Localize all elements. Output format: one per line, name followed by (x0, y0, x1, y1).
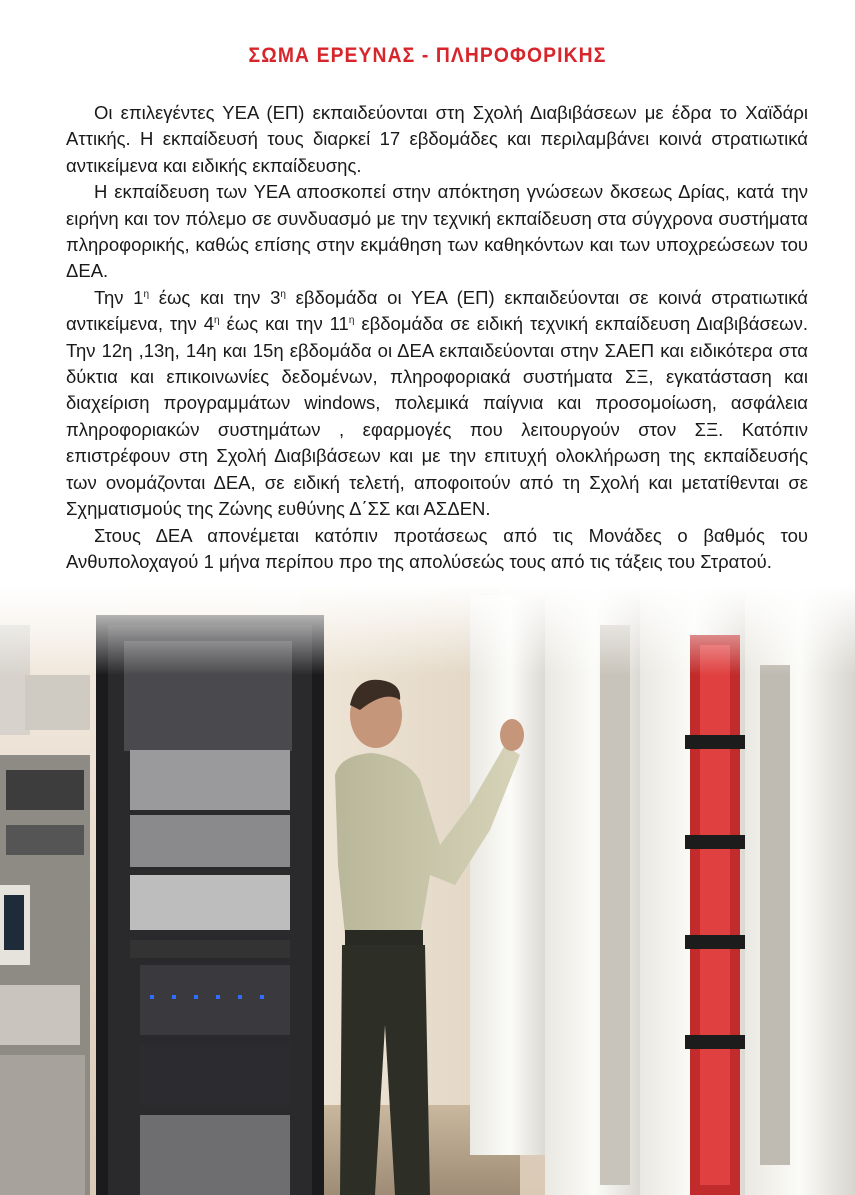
p3-text-c: εβδομάδα οι ΥΕΑ (ΕΠ) εκπαιδεύονται σε κοινά στρατιωτικά αντικείμενα, την 4 (66, 286, 808, 335)
paragraph-1: Οι επιλεγέντες ΥΕΑ (ΕΠ) εκπαιδεύονται στη Σχολή Διαβιβάσεων με έδρα το Χαϊδάρι Αττικής. Η εκπαίδευσή τους διαρκεί 17 εβδομάδες και περιλαμβάνει κοινά στρατιωτικά αντικείμενα και ειδικής εκπαίδευσης. (66, 102, 808, 176)
p3-text-b: έως και την 3 (149, 286, 281, 308)
paragraph-4: Στους ΔΕΑ απονέμεται κατόπιν προτάσεως από τις Μονάδες ο βαθμός του Ανθυπολοχαγού 1 μήνα περίπου προ της απολύσεώς τους από τις τάξεις του Στρατού. (66, 524, 808, 572)
ordinal-sup: η (214, 315, 220, 327)
p3-text-d: έως και την 11 (219, 313, 349, 335)
p3-text-e: εβδομάδα σε ειδική τεχνική εκπαίδευση Διαβιβάσεων. Την 12η ,13η, 14η και 15η εβδομάδα οι ΔΕΑ εκπαιδεύονται στην ΣΑΕΠ και ειδικότερα στα δύκτια και επικοινωνίες δεδομένων, πληροφοριακά συστήματα ΣΞ, εγκατάσταση και διαχείριση προγραμμάτων windows, πολεμικά παίγνια και προσομοίωση, ασφάλεια πληροφοριακών συστημάτων , εφαρμογές που λειτουργούν στον ΣΞ. Κατόπιν επιστρέφουν στη Σχολή Διαβιβάσεων και με την επιτυχή ολοκλήρωση της εκπαίδευσής των ονομάζονται ΔΕΑ, σε ειδική τελετή, αποφοιτούν από τη Σχολή και μετατίθενται σε Σχηματισμούς της Ζώνης ευθύνης Δ΄ΣΣ και ΑΣΔΕΝ. (66, 313, 808, 520)
body-text (66, 100, 808, 575)
p3-text-a: Την 1 (94, 286, 144, 308)
server-room-photo (0, 585, 855, 1195)
page-title: ΣΩΜΑ ΕΡΕΥΝΑΣ - ΠΛΗΡΟΦΟΡΙΚΗΣ (248, 44, 607, 67)
paragraph-3 (66, 285, 808, 523)
ordinal-sup: η (143, 288, 150, 300)
paragraph-2: Η εκπαίδευση των ΥΕΑ αποσκοπεί στην απόκτηση γνώσεων δκσεως Δρίας, κατά την ειρήνη και τον πόλεμο σε συνδυασμό με την τεχνική εκπαίδευση στα σύγχρονα συστήματα πληροφορικής, καθώς επίσης στην εκμάθηση των καθηκόντων και των υποχρεώσεων του ΔΕΑ. (66, 181, 808, 282)
photo-top-fade (0, 585, 855, 675)
ordinal-sup: η (280, 288, 286, 300)
ordinal-sup: η (348, 315, 355, 327)
